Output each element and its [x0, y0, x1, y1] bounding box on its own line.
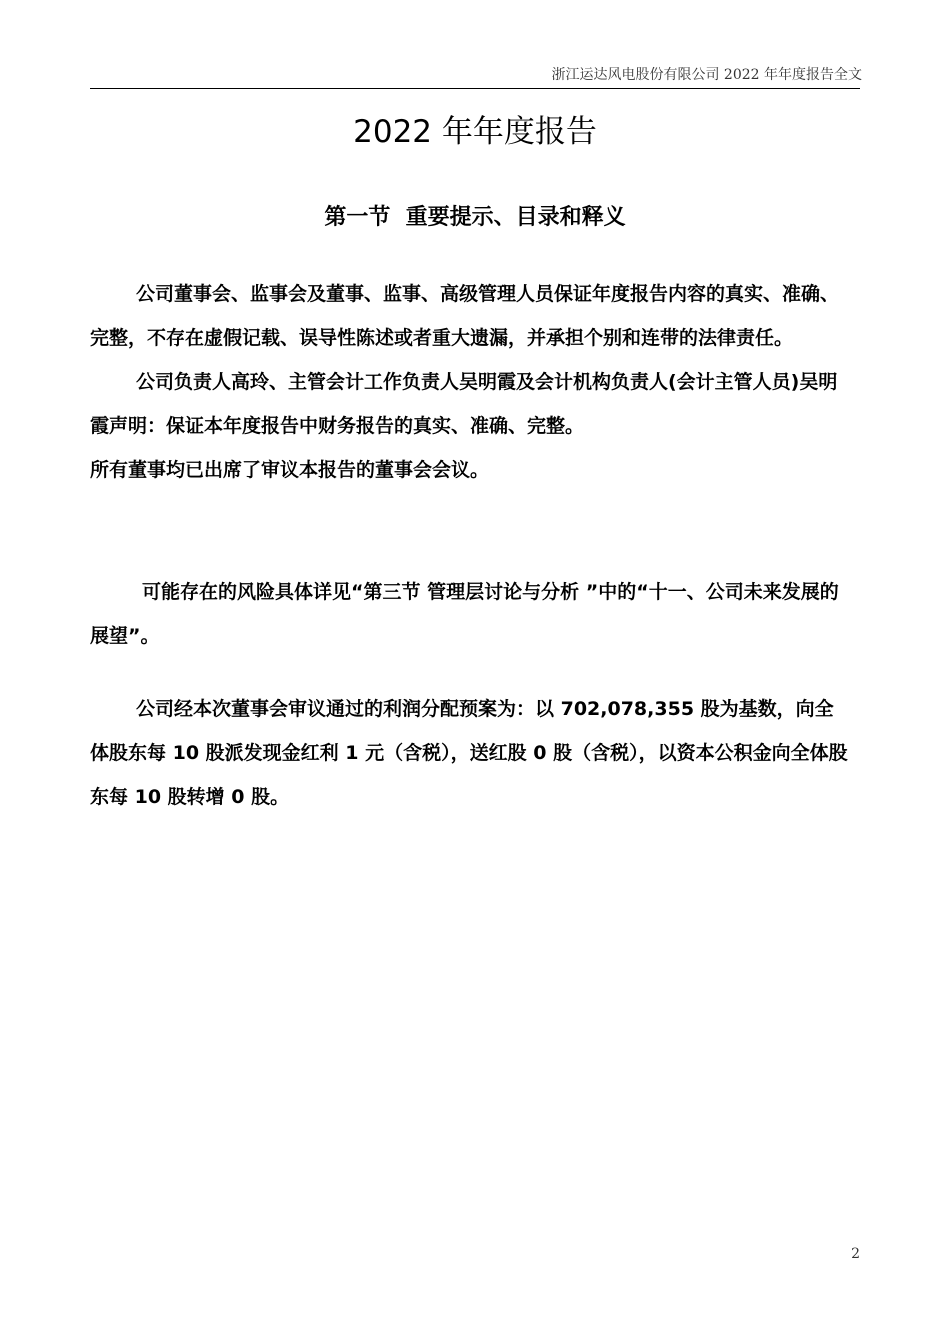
- page-number: 2: [851, 1246, 860, 1262]
- statement-block: [90, 272, 850, 492]
- responsible-persons-paragraph: 公司负责人高玲、主管会计工作负责人吴明霞及会计机构负责人(会计主管人员)吴明霞声明：保证本年度报告中财务报告的真实、准确、完整。: [90, 371, 838, 437]
- header-divider: [90, 88, 860, 89]
- attendance-paragraph: 所有董事均已出席了审议本报告的董事会会议。: [90, 459, 490, 481]
- running-header: 浙江运达风电股份有限公司 2022 年年度报告全文: [551, 67, 862, 83]
- dividend-block: [90, 687, 850, 819]
- section-title: 第一节 重要提示、目录和释义: [324, 205, 626, 230]
- board-guarantee-paragraph: 公司董事会、监事会及董事、监事、高级管理人员保证年度报告内容的真实、准确、完整，不存在虚假记载、误导性陈述或者重大遗漏，并承担个别和连带的法律责任。: [90, 283, 840, 349]
- dividend-plan-paragraph: 公司经本次董事会审议通过的利润分配预案为：以 702,078,355 股为基数，向全体股东每 10 股派发现金红利 1 元（含税），送红股 0 股（含税），以资本公积金向全体股东每 10 股转增 0 股。: [90, 698, 848, 808]
- risk-paragraph: 可能存在的风险具体详见“第三节 管理层讨论与分析 ”中的“十一、公司未来发展的展望”。: [90, 581, 839, 647]
- document-title: 2022 年年度报告: [353, 114, 597, 150]
- risk-block: [90, 570, 850, 658]
